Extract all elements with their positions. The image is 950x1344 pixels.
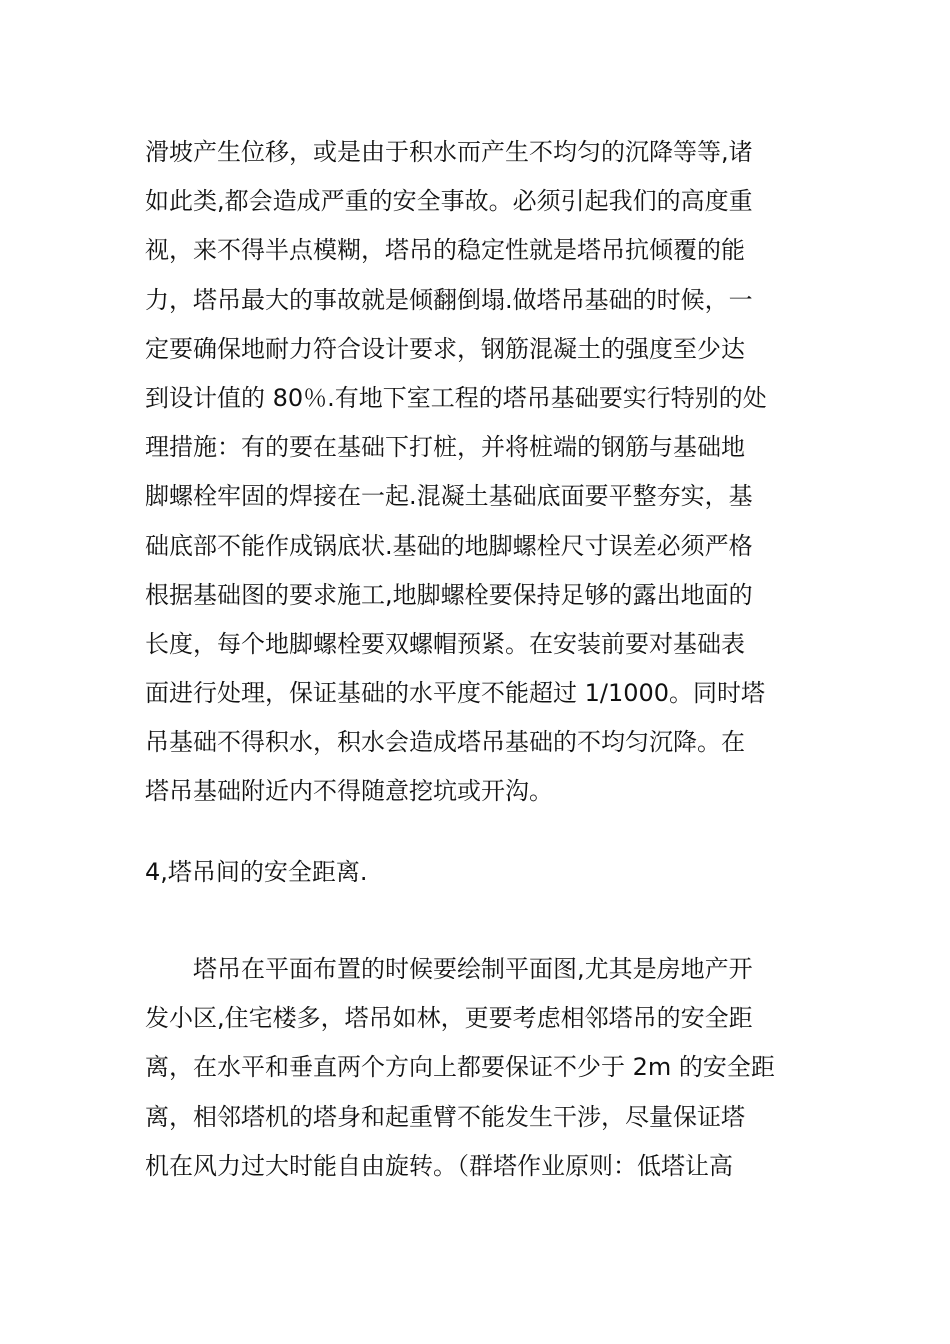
paragraph-tower-crane-foundation [145, 128, 815, 817]
paragraph-crane-safety-distance [145, 945, 815, 1191]
paragraph-line: 长度，每个地脚螺栓要双螺帽预紧。在安装前要对基础表 [145, 629, 745, 658]
paragraph-line: 面进行处理，保证基础的水平度不能超过 1/1000。同时塔 [145, 679, 766, 708]
paragraph-line: 滑坡产生位移，或是由于积水而产生不均匀的沉降等等,诸 [145, 138, 753, 166]
paragraph-line: 如此类,都会造成严重的安全事故。必须引起我们的高度重 [145, 187, 753, 216]
paragraph-line: 理措施：有的要在基础下打桩，并将桩端的钢筋与基础地 [145, 433, 745, 462]
paragraph-line: 发小区,住宅楼多，塔吊如林，更要考虑相邻塔吊的安全距 [145, 1004, 753, 1033]
paragraph-line: 机在风力过大时能自由旋转。（群塔作业原则：低塔让高 [145, 1151, 733, 1180]
paragraph-line: 础底部不能作成锅底状.基础的地脚螺栓尺寸误差必须严格 [145, 531, 753, 560]
paragraph-line: 到设计值的 80％.有地下室工程的塔吊基础要实行特别的处 [145, 383, 767, 412]
paragraph-line: 力，塔吊最大的事故就是倾翻倒塌.做塔吊基础的时候，一 [145, 285, 753, 314]
section-heading: 4,塔吊间的安全距离. [145, 858, 368, 886]
paragraph-line: 吊基础不得积水，积水会造成塔吊基础的不均匀沉降。在 [145, 728, 745, 757]
paragraph-line: 塔吊基础附近内不得随意挖坑或开沟。 [145, 777, 553, 806]
paragraph-line: 脚螺栓牢固的焊接在一起.混凝土基础底面要平整夯实，基 [145, 482, 753, 511]
paragraph-line: 离，相邻塔机的塔身和起重臂不能发生干涉，尽量保证塔 [145, 1102, 745, 1131]
paragraph-line: 离，在水平和垂直两个方向上都要保证不少于 2m 的安全距 [145, 1053, 775, 1082]
paragraph-line: 视，来不得半点模糊，塔吊的稳定性就是塔吊抗倾覆的能 [145, 236, 745, 265]
paragraph-line: 根据基础图的要求施工,地脚螺栓要保持足够的露出地面的 [145, 580, 753, 609]
paragraph-line: 塔吊在平面布置的时候要绘制平面图,尤其是房地产开 [193, 955, 753, 983]
paragraph-line: 定要确保地耐力符合设计要求，钢筋混凝土的强度至少达 [145, 334, 745, 363]
